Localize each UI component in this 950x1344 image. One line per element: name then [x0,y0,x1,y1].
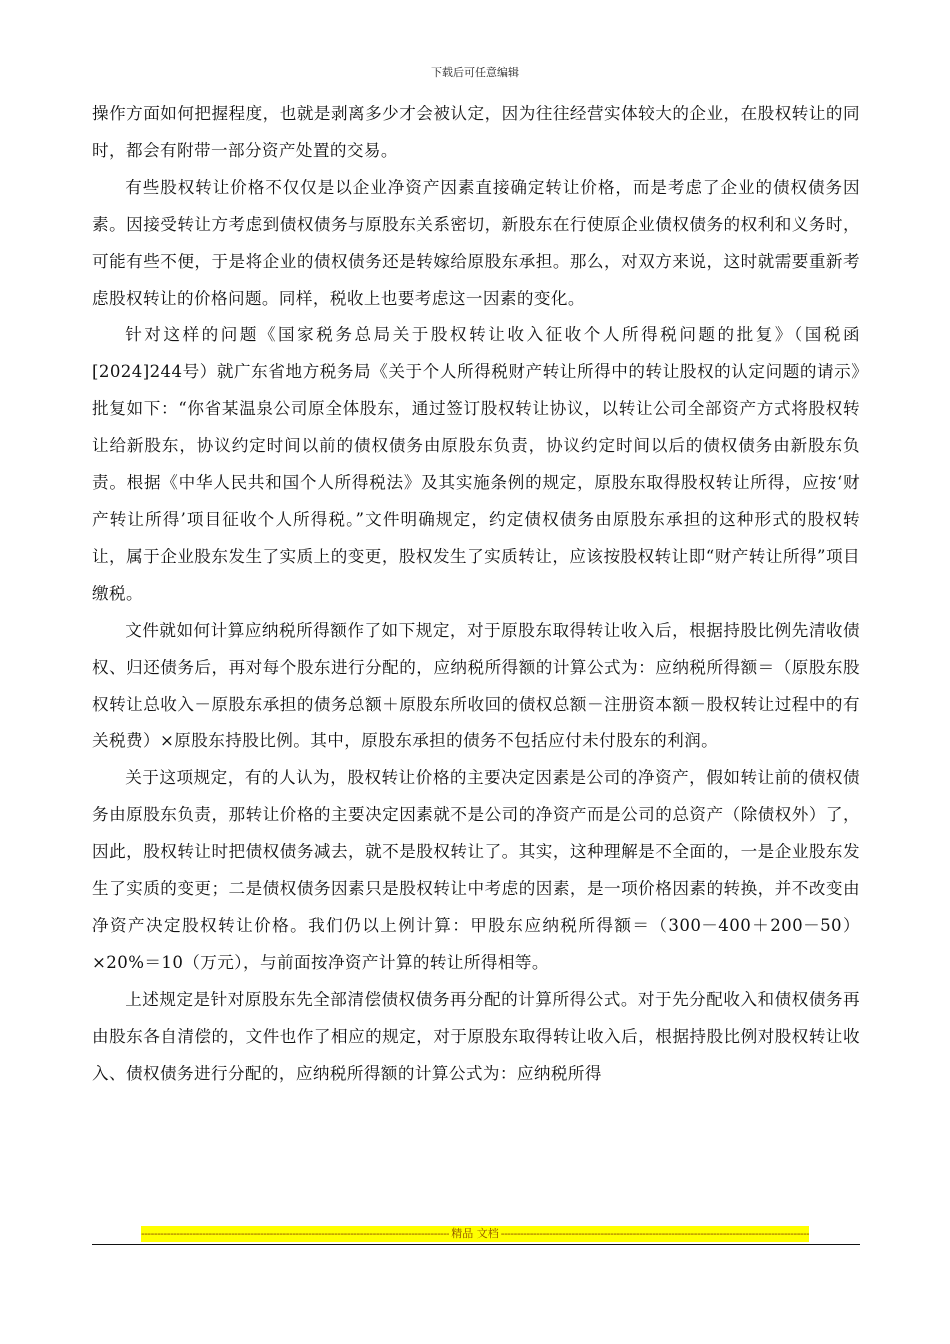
page-header: 下载后可任意编辑 [431,66,519,79]
paragraph-6: 上述规定是针对原股东先全部清偿债权债务再分配的计算所得公式。对于先分配收入和债权债务再由股东各自清偿的，文件也作了相应的规定，对于原股东取得转让收入后，根据持股比例对股权转让收入、债权债务进行分配的，应纳税所得额的计算公式为：应纳税所得 [92,989,860,1083]
paragraph-5: 关于这项规定，有的人认为，股权转让价格的主要决定因素是公司的净资产，假如转让前的债权债务由原股东负责，那转让价格的主要决定因素就不是公司的净资产而是公司的总资产（除债权外）了，因此，股权转让时把债权债务减去，就不是股权转让了。其实，这种理解是不全面的，一是企业股东发生了实质的变更；二是债权债务因素只是股权转让中考虑的因素，是一项价格因素的转换，并不改变由净资产决定股权转让价格。我们仍以上例计算：甲股东应纳税所得额＝（300－400＋200－50）×20%＝10（万元），与前面按净资产计算的转让所得相等。 [92,768,860,972]
paragraph-3: 针对这样的问题《国家税务总局关于股权转让收入征收个人所得税问题的批复》（国税函[2024]244号）就广东省地方税务局《关于个人所得税财产转让所得中的转让股权的认定问题的请示》批复如下：“你省某温泉公司原全体股东，通过签订股权转让协议，以转让公司全部资产方式将股权转让给新股东，协议约定时间以前的债权债务由原股东负责，协议约定时间以后的债权债务由新股东负责。根据《中华人民共和国个人所得税法》及其实施条例的规定，原股东取得股权转让所得，应按‘财产转让所得’项目征收个人所得税。”文件明确规定，约定债权债务由原股东承担的这种形式的股权转让，属于企业股东发生了实质上的变更，股权发生了实质转让，应该按股权转让即“财产转让所得”项目缴税。 [92,325,860,603]
footer-label: 精品 文档 [451,1227,499,1240]
footer-dash-left [141,1226,449,1242]
footer-dash-right [501,1226,809,1242]
footer-banner [141,1226,809,1242]
paragraph-2: 有些股权转让价格不仅仅是以企业净资产因素直接确定转让价格，而是考虑了企业的债权债务因素。因接受转让方考虑到债权债务与原股东关系密切，新股东在行使原企业债权债务的权利和义务时，可能有些不便，于是将企业的债权债务还是转嫁给原股东承担。那么，对双方来说，这时就需要重新考虑股权转让的价格问题。同样，税收上也要考虑这一因素的变化。 [92,177,860,308]
footer-rule [92,1244,860,1245]
paragraph-4: 文件就如何计算应纳税所得额作了如下规定，对于原股东取得转让收入后，根据持股比例先清收债权、归还债务后，再对每个股东进行分配的，应纳税所得额的计算公式为：应纳税所得额＝（原股东股权转让总收入－原股东承担的债务总额＋原股东所收回的债权总额－注册资本额－股权转让过程中的有关税费）×原股东持股比例。其中，原股东承担的债务不包括应付未付股东的利润。 [92,620,860,751]
document-body [92,96,860,1092]
paragraph-1: 操作方面如何把握程度，也就是剥离多少才会被认定，因为往往经营实体较大的企业，在股权转让的同时，都会有附带一部分资产处置的交易。 [92,104,860,160]
